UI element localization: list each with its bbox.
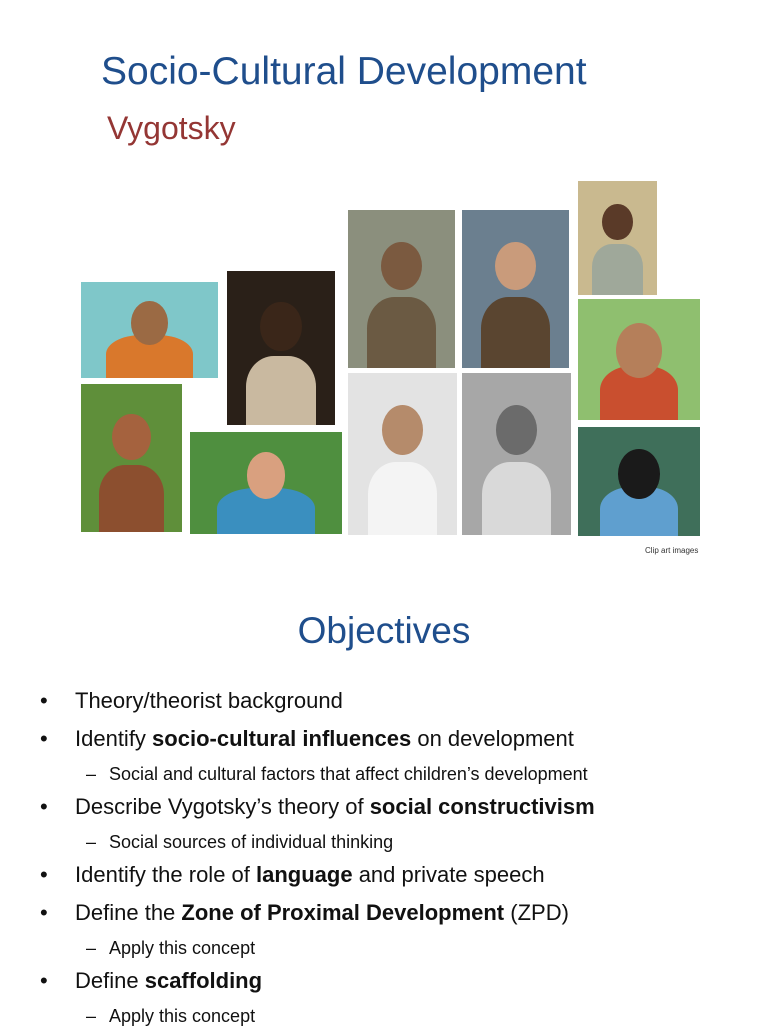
elderly-man-with-cane-photo [462,373,571,535]
figure-body [99,465,164,532]
bullet-marker: • [40,900,48,925]
objective-subitem [40,828,760,858]
objective-key-term: Zone of Proximal Development [181,900,505,925]
objective-text-plain: on development [411,726,574,751]
figure-head [382,405,423,455]
image-caption: Clip art images [645,546,699,555]
objective-item-text [75,790,595,824]
bullet-marker: • [40,688,48,713]
objective-subitem [40,1002,760,1032]
figure-head [247,452,286,499]
figure-body [367,297,435,368]
dash-marker: – [86,938,97,958]
woman-with-flower-crown-photo [190,432,342,534]
objective-text-plain: Identify [75,726,153,751]
objective-text-plain: Theory/theorist background [75,688,343,713]
objectives-heading: Objectives [297,610,471,651]
objective-subitem [40,760,760,790]
figure-body [481,297,549,368]
figure-head [602,204,632,240]
figure-body [482,462,552,535]
figure-body [592,244,643,295]
bullet-marker: • [40,862,48,887]
young-man-in-fur-hat-photo [462,210,569,368]
figure-body [246,356,315,425]
bullet-marker: • [40,726,48,751]
objective-item [40,684,760,722]
figure-head [131,301,167,345]
figure-head [616,323,662,378]
objective-subitem [40,934,760,964]
slide-subtitle: Vygotsky [107,110,236,146]
objective-text-plain: Define [75,968,145,993]
objective-item-text [75,722,574,756]
objective-key-term: language [256,862,353,887]
objective-item-text [75,964,262,998]
man-in-clay-mask-photo [81,384,182,532]
woman-in-headscarf-photo [578,181,657,295]
figure-head [112,414,150,460]
objective-item [40,858,760,896]
objective-text-plain: Identify the role of [75,862,256,887]
objective-subitem-text: Social sources of individual thinking [109,832,394,852]
objective-item-text [75,684,343,718]
figure-body [368,462,438,535]
objective-text-plain: (ZPD) [504,900,569,925]
figure-head [618,449,659,499]
dash-marker: – [86,832,97,852]
objective-text-plain: and private speech [352,862,545,887]
person-in-fur-parka-photo [348,210,455,368]
slide-title: Socio-Cultural Development [101,50,587,93]
three-women-in-thai-dress-photo [578,299,700,420]
objective-item [40,964,760,1002]
figure-head [495,242,536,291]
dash-marker: – [86,1006,97,1026]
dash-marker: – [86,764,97,784]
objective-item [40,790,760,828]
figure-head [260,302,301,351]
objective-subitem-text: Apply this concept [109,938,256,958]
objective-key-term: scaffolding [144,968,263,993]
figure-head [381,242,422,291]
objective-item [40,896,760,934]
bullet-marker: • [40,794,48,819]
objective-item [40,722,760,760]
objective-key-term: socio-cultural influences [152,726,412,751]
man-with-headwrap-photo [227,271,335,425]
objective-subitem-text: Apply this concept [109,1006,256,1026]
geisha-from-behind-photo [578,427,700,536]
objective-key-term: social constructivism [369,794,595,819]
greek-evzone-dancer-photo [348,373,457,535]
objective-text-plain: Define the [75,900,182,925]
objective-item-text [75,858,545,892]
bullet-marker: • [40,968,48,993]
objective-subitem-text: Social and cultural factors that affect children’s development [109,764,588,784]
woman-in-orange-sari-photo [81,282,218,378]
objective-text-plain: Describe Vygotsky’s theory of [75,794,370,819]
objectives-list [40,684,760,1032]
objective-item-text [75,896,569,930]
figure-head [496,405,537,455]
